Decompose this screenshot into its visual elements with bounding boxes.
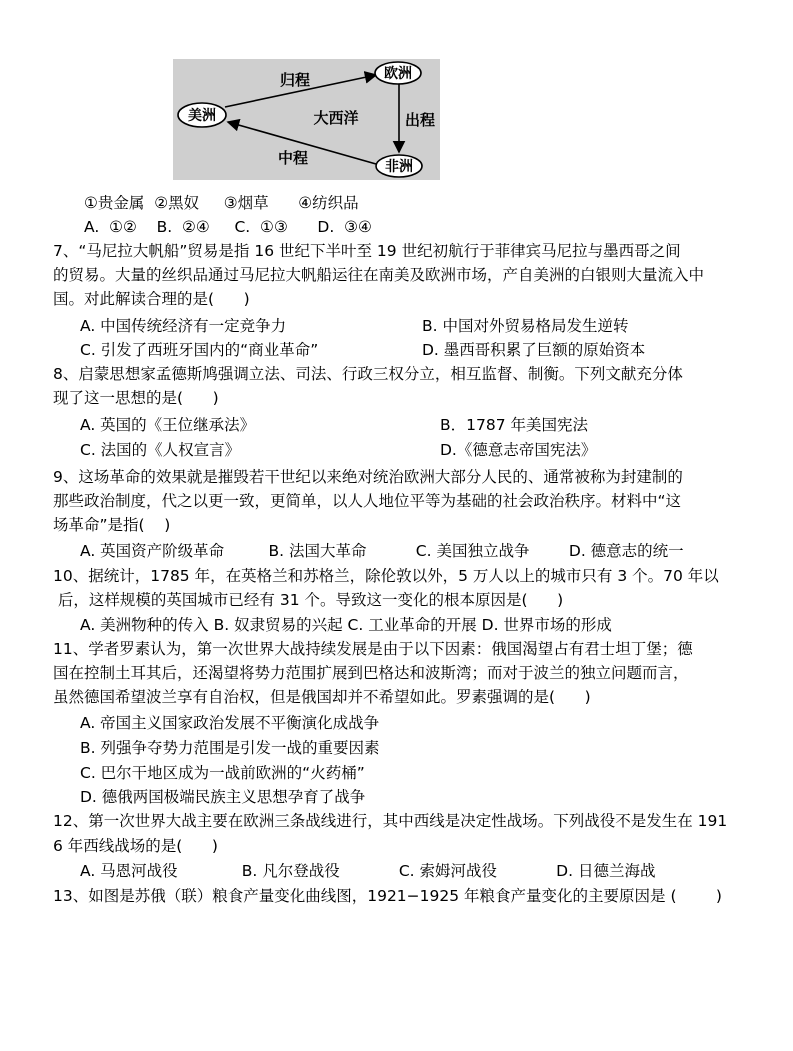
q9-stem-line-2: 那些政治制度，代之以更一致，更简单，以人人地位平等为基础的社会政治秩序。材料中“这: [53, 492, 682, 510]
q8-option-c: C. 法国的《人权宣言》: [80, 441, 241, 459]
q13-stem: 13、如图是苏俄（联）粮食产量变化曲线图，1921−1925 年粮食产量变化的主要原因是 ( ): [53, 887, 722, 905]
q12-stem-line-2: 6 年西线战场的是( ): [53, 837, 218, 855]
q11-option-a: A. 帝国主义国家政治发展不平衡演化成战争: [80, 714, 380, 732]
q11-option-d: D. 德俄两国极端民族主义思想孕育了战争: [80, 788, 366, 806]
q10-stem-line-2: 后，这样规模的英国城市已经有 31 个。导致这一变化的根本原因是( ): [53, 591, 564, 609]
triangular-trade-svg: [173, 59, 440, 180]
q6-options: A. ①② B. ②④ C. ①③ D. ③④: [84, 218, 372, 236]
q11-option-c: C. 巴尔干地区成为一战前欧洲的“火药桶”: [80, 764, 365, 782]
outbound-label: 出程: [404, 111, 436, 129]
q6-items: ①贵金属 ②黑奴 ③烟草 ④纺织品: [84, 194, 359, 212]
atlantic-label: 大西洋: [313, 109, 359, 127]
q12-stem-line-1: 12、第一次世界大战主要在欧洲三条战线进行，其中西线是决定性战场。下列战役不是发生在 191: [53, 812, 728, 830]
q11-stem-line-1: 11、学者罗素认为，第一次世界大战持续发展是由于以下因素：俄国渴望占有君士坦丁堡；德: [53, 640, 693, 658]
q7-stem-line-2: 的贸易。大量的丝织品通过马尼拉大帆船运往在南美及欧洲市场，产自美洲的白银则大量流入中: [53, 266, 705, 284]
africa-label: 非洲: [385, 159, 413, 175]
q11-stem-line-2: 国在控制土耳其后，还渴望将势力范围扩展到巴格达和波斯湾；而对于波兰的独立问题而言，: [53, 664, 689, 682]
q12-options: A. 马恩河战役 B. 凡尔登战役 C. 索姆河战役 D. 日德兰海战: [80, 862, 656, 880]
q11-stem-line-3: 虽然德国希望波兰享有自治权，但是俄国却并不希望如此。罗素强调的是( ): [53, 688, 591, 706]
q7-option-b: B. 中国对外贸易格局发生逆转: [422, 317, 629, 335]
q9-options: A. 英国资产阶级革命 B. 法国大革命 C. 美国独立战争 D. 德意志的统一: [80, 542, 684, 560]
q10-options: A. 美洲物种的传入 B. 奴隶贸易的兴起 C. 工业革命的开展 D. 世界市场的形成: [80, 616, 612, 634]
return-label: 归程: [279, 71, 311, 89]
q11-option-b: B. 列强争夺势力范围是引发一战的重要因素: [80, 739, 380, 757]
q8-option-a: A. 英国的《王位继承法》: [80, 416, 256, 434]
q8-option-b: B．1787 年美国宪法: [440, 416, 589, 434]
europe-label: 欧洲: [384, 66, 412, 82]
q10-stem-line-1: 10、据统计，1785 年，在英格兰和苏格兰，除伦敦以外，5 万人以上的城市只有 3 个。70 年以: [53, 567, 719, 585]
americas-label: 美洲: [188, 108, 216, 124]
q7-option-a: A. 中国传统经济有一定竞争力: [80, 317, 287, 335]
q7-stem-line-1: 7、“马尼拉大帆船”贸易是指 16 世纪下半叶至 19 世纪初航行于菲律宾马尼拉与墨西哥之间: [53, 242, 681, 260]
q8-option-d: D.《德意志帝国宪法》: [440, 441, 597, 459]
q8-stem-line-2: 现了这一思想的是( ): [53, 389, 219, 407]
q7-stem-line-3: 国。对此解读合理的是( ): [53, 290, 250, 308]
q7-option-c: C. 引发了西班牙国内的“商业革命”: [80, 341, 319, 359]
middle-label: 中程: [277, 149, 309, 167]
q8-stem-line-1: 8、启蒙思想家孟德斯鸠强调立法、司法、行政三权分立，相互监督、制衡。下列文献充分体: [53, 365, 683, 383]
q7-option-d: D. 墨西哥积累了巨额的原始资本: [422, 341, 646, 359]
q9-stem-line-1: 9、这场革命的效果就是摧毁若干世纪以来绝对统治欧洲大部分人民的、通常被称为封建制的: [53, 468, 683, 486]
triangular-trade-diagram: [173, 59, 440, 180]
q9-stem-line-3: 场革命”是指( ): [53, 516, 171, 534]
